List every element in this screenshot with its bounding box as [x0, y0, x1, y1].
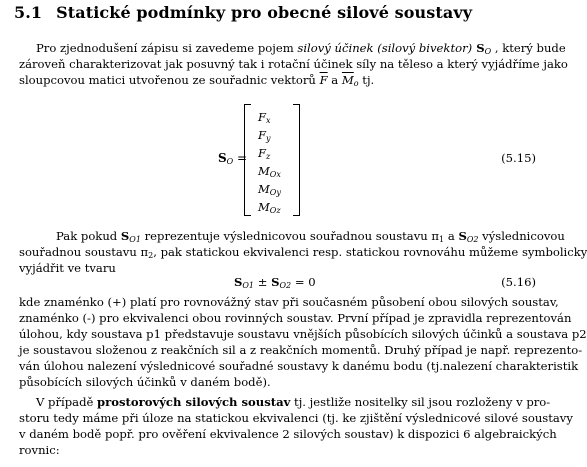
text-run: , pak statickou ekvivalenci resp. statickou rovnováhu můžeme symbolicky [153, 245, 587, 259]
para3-line: kde znaménko (+) platí pro rovnovážný stav při současném působení obou silových soustav, [19, 295, 559, 309]
matrix-entry: $M_{Ox}$ [258, 164, 281, 179]
para4-line2: storu tedy máme při úloze na statickou ekvivalenci (tj. ke zjištění výslednicové silové soustavy [19, 411, 573, 425]
para4-line1 [36, 395, 550, 409]
subscript: O2 [279, 281, 292, 290]
vector-F: $\overline{F}$ [319, 73, 328, 87]
subscript: O [226, 157, 234, 166]
symbol-S: S [472, 41, 485, 55]
subscript: O1 [129, 235, 141, 244]
subscript: O1 [242, 281, 255, 290]
para3-line: je soustavou složenou z reakčních sil a z reakčních momentů. Druhý případ je např. reprezento- [19, 343, 583, 357]
subscript: 1 [439, 235, 445, 244]
matrix-entries [258, 108, 281, 216]
equation-number: (5.15) [501, 151, 536, 165]
para3-line: úlohou, kdy soustava p1 představuje soustavu vnějších působících silových účinků a soustava p2 [19, 327, 587, 341]
matrix-entry: $F_y$ [258, 128, 271, 143]
matrix-entry: $F_z$ [258, 146, 271, 161]
text-run: reprezentuje výslednicovou souřadnou soustavu π [140, 229, 440, 243]
vector-M: $\overline{M}$ [341, 73, 354, 87]
para3-line: znaménko (-) pro ekvivalenci obou rovinných soustav. První případ je zpravidla reprezentován [19, 311, 572, 325]
subscript: O2 [466, 235, 479, 244]
subscript: o [353, 79, 359, 88]
matrix-entry: $M_{Oy}$ [258, 182, 281, 197]
subscript: 2 [148, 251, 154, 260]
right-bracket [293, 104, 300, 216]
symbol-S: S [271, 275, 280, 289]
section-number: 5.1 [14, 3, 43, 22]
eq2-formula [234, 275, 316, 290]
left-bracket [244, 104, 251, 216]
column-matrix [244, 104, 300, 216]
text-run: tj. jestliže nositelky sil jsou rozloženy v pro- [290, 395, 551, 409]
equation-number: (5.16) [501, 275, 536, 289]
text-run: sloupcovou matici utvořenou ze souřadnic vektorů [19, 73, 320, 87]
section-title: Statické podmínky pro obecné silové soustavy [56, 3, 473, 22]
text-run: tj. [358, 73, 375, 87]
text-run: , který bude [491, 41, 566, 55]
para3-line: působících silových účinků v daném bodě). [19, 375, 271, 389]
text-run: a [327, 73, 342, 87]
section-heading [14, 3, 472, 22]
symbol-S: S [120, 229, 130, 243]
para2-line3: vyjádřit ve tvaru [19, 261, 116, 275]
plus-minus-sign: ± [254, 275, 272, 289]
para2-line2 [19, 245, 587, 260]
para4-line3: v daném bodě popř. pro ověření ekvivalence 2 silových soustav) k dispozici 6 algebraických [19, 427, 557, 441]
symbol-S: S [218, 151, 227, 165]
symbol-S: S [458, 229, 467, 243]
para4-line4: rovnic: [19, 443, 60, 457]
equals-sign: = [233, 151, 248, 165]
para3-line: ván úlohou nalezení výslednicové souřadné soustavy k danému bodu (tj.nalezení charakteristik [19, 359, 579, 373]
para1-line2: zároveň charakterizovat jak posuvný tak i rotační účinek síly na těleso a který vyjádříme jako [19, 57, 568, 71]
para2-line1 [56, 229, 565, 244]
text-run: souřadnou soustavu π [19, 245, 149, 259]
term-silovy-ucinek: silový účinek (silový bivektor) [297, 41, 473, 55]
text-run: Pak pokud [56, 229, 121, 243]
term-prostorove-soustavy: prostorových silových soustav [97, 395, 291, 409]
para1-line1 [36, 41, 566, 56]
text-run: výslednicovou [478, 229, 565, 243]
text-run: V případě [36, 395, 98, 409]
matrix-entry: $F_x$ [258, 110, 271, 125]
text-run: a [444, 229, 459, 243]
para1-line3 [19, 73, 374, 88]
text-run: Pro zjednodušení zápisu si zavedeme pojem [36, 41, 298, 55]
matrix-entry: $M_{Oz}$ [258, 200, 281, 215]
eq1-lhs [218, 151, 247, 166]
text-run: = 0 [291, 275, 316, 289]
subscript: O [484, 47, 492, 56]
symbol-S: S [234, 275, 243, 289]
